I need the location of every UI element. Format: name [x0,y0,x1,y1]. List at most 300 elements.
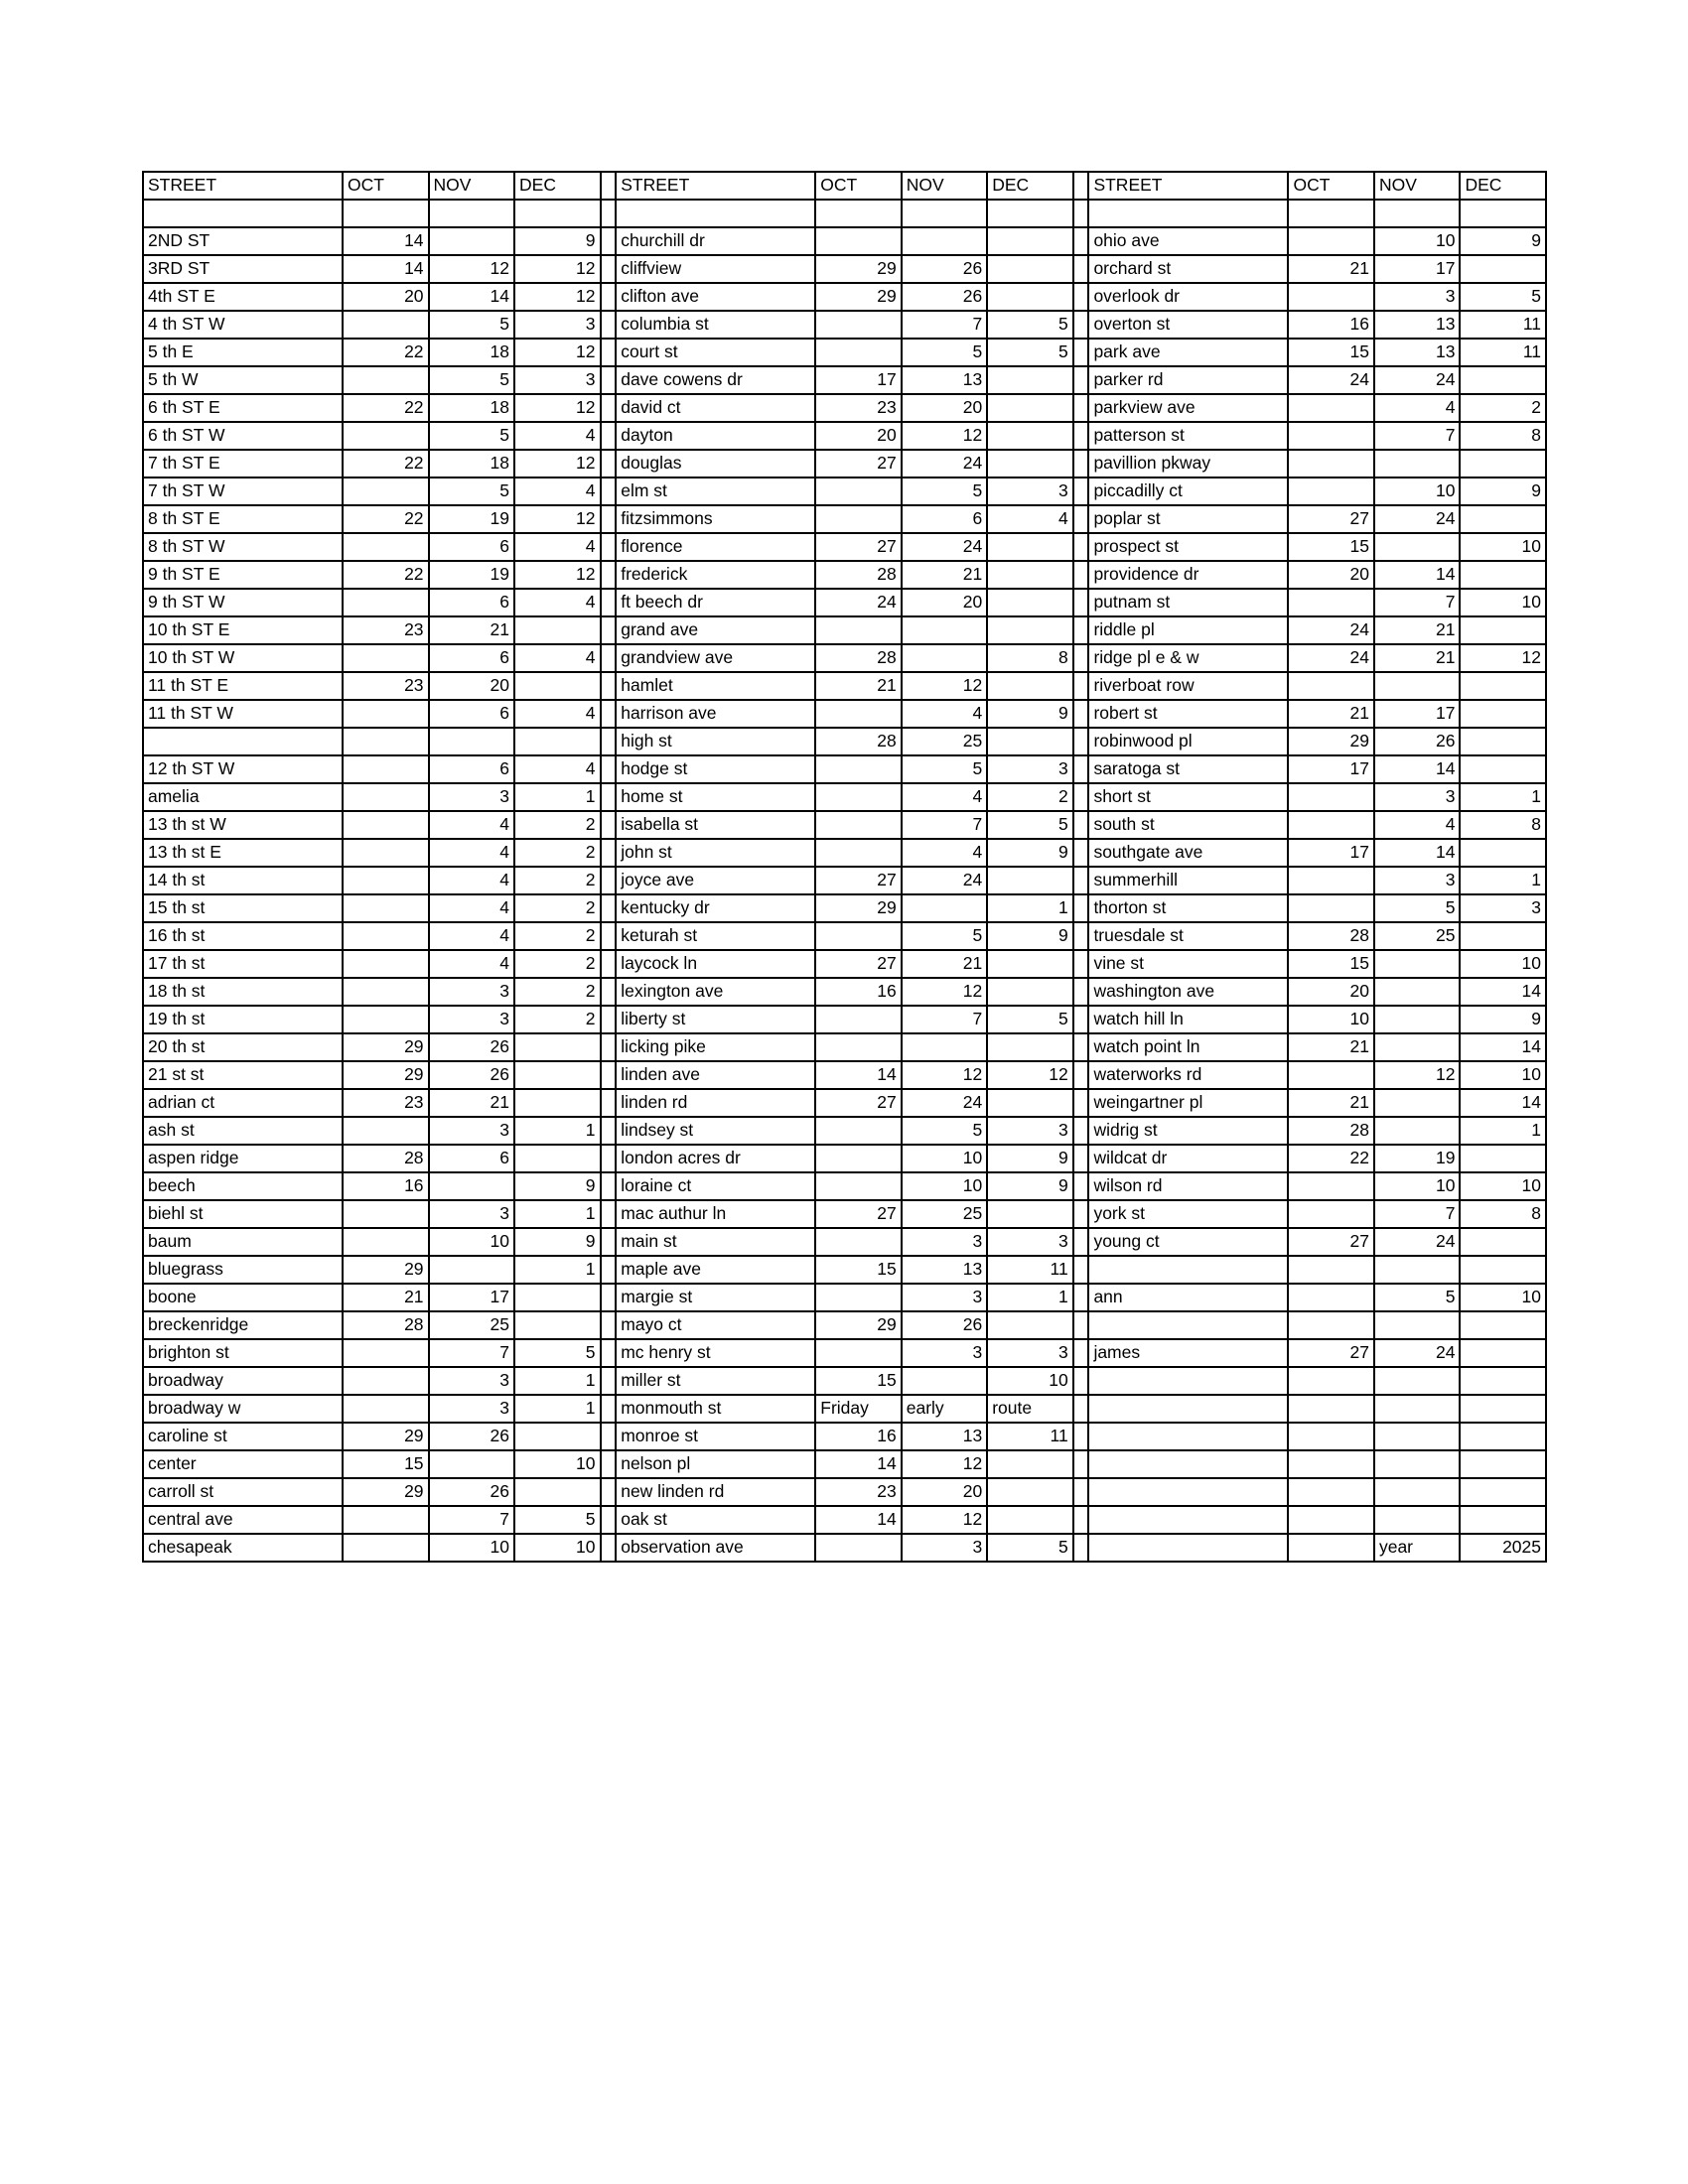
cell-block2-nov: 20 [902,394,987,422]
cell-block1-dec [514,672,600,700]
cell-block1-oct [343,1228,428,1256]
table-row [143,839,1546,867]
cell-block3-oct: 22 [1288,1145,1373,1172]
cell-block1-dec: 5 [514,1339,600,1367]
cell-block1-dec [514,1145,600,1172]
cell-block1-nov [429,1172,514,1200]
cell-block3-dec [1460,755,1546,783]
cell-block1-dec: 10 [514,1534,600,1562]
block-separator-cell [601,505,617,533]
cell-block3-nov: 14 [1374,755,1460,783]
cell-block1-dec: 9 [514,1228,600,1256]
cell-block1-oct [343,894,428,922]
block-separator-cell [1073,450,1089,478]
cell-block3-oct [1288,450,1373,478]
cell-block2-nov: 21 [902,561,987,589]
block-separator-cell [601,1061,617,1089]
cell-block3-dec [1460,700,1546,728]
cell-block1-oct [343,1534,428,1562]
cell-block2-nov: 3 [902,1228,987,1256]
cell-block3-dec: 1 [1460,867,1546,894]
cell-block2-dec [987,1311,1072,1339]
cell-block3-nov: 3 [1374,867,1460,894]
block-separator-cell [1073,700,1089,728]
cell-block1-oct [343,867,428,894]
cell-block2-street: keturah st [616,922,815,950]
cell-block2-nov: 4 [902,783,987,811]
cell-block2-street: margie st [616,1284,815,1311]
cell-block3-oct [1288,783,1373,811]
cell-block1-nov: 6 [429,533,514,561]
cell-block1-dec: 2 [514,894,600,922]
cell-block2-nov: 12 [902,978,987,1006]
cell-block2-nov: 10 [902,1172,987,1200]
cell-block1-oct [343,311,428,339]
cell-block1-oct: 14 [343,227,428,255]
cell-block2-nov: 24 [902,1089,987,1117]
block-separator-cell [1073,1200,1089,1228]
cell-block3-oct: 21 [1288,1089,1373,1117]
cell-block1-nov: 25 [429,1311,514,1339]
table-row [143,1450,1546,1478]
cell-block1-nov: 5 [429,422,514,450]
cell-block3-oct [1288,867,1373,894]
cell-block1-oct [343,1117,428,1145]
block-separator-cell [601,922,617,950]
cell-block2-dec [987,950,1072,978]
cell-block1-nov: 3 [429,783,514,811]
block-separator-cell [601,839,617,867]
cell-block1-oct [343,533,428,561]
cell-block1-dec: 1 [514,783,600,811]
block-separator-cell [601,366,617,394]
cell-block1-dec [514,1033,600,1061]
cell-block1-nov: 4 [429,922,514,950]
cell-block2-nov: 13 [902,366,987,394]
block-separator-cell [601,867,617,894]
block-separator-cell [1073,1339,1089,1367]
cell-block3-nov: 3 [1374,783,1460,811]
cell-block2-oct [815,700,901,728]
block-separator-cell [1073,1311,1089,1339]
cell-block1-oct [343,1395,428,1423]
cell-block2-nov: 12 [902,672,987,700]
cell-block1-street: breckenridge [143,1311,343,1339]
block-separator-cell [601,589,617,616]
cell-block3-street: parkview ave [1088,394,1288,422]
block-separator-cell [601,811,617,839]
cell-block1-nov: 26 [429,1423,514,1450]
cell-block1-oct: 29 [343,1061,428,1089]
cell-block1-street: broadway [143,1367,343,1395]
cell-block1-street: 6 th ST W [143,422,343,450]
cell-block1-nov: 3 [429,1006,514,1033]
cell-block2-nov: 7 [902,811,987,839]
header-dec-block-1: DEC [514,172,600,200]
table-row [143,950,1546,978]
cell-block1-dec: 12 [514,255,600,283]
cell-block2-oct [815,839,901,867]
cell-block1-street: 16 th st [143,922,343,950]
cell-block2-oct: 28 [815,561,901,589]
header-street-block-2: STREET [616,172,815,200]
cell-block3-oct [1288,478,1373,505]
cell-block3-dec: 8 [1460,811,1546,839]
cell-block2-street: observation ave [616,1534,815,1562]
cell-block1-nov: 5 [429,366,514,394]
cell-block2-nov: 13 [902,1423,987,1450]
table-row [143,728,1546,755]
cell-block3-nov: 13 [1374,311,1460,339]
block-separator-cell [601,616,617,644]
cell-block2-oct: 17 [815,366,901,394]
cell-block2-nov: 5 [902,478,987,505]
cell-block2-dec [987,450,1072,478]
cell-block1-street [143,200,343,227]
cell-block2-dec [987,283,1072,311]
cell-block3-dec: 5 [1460,283,1546,311]
cell-block2-nov: 4 [902,700,987,728]
cell-block3-nov: 10 [1374,1172,1460,1200]
cell-block1-oct [343,200,428,227]
cell-block2-street: frederick [616,561,815,589]
cell-block3-nov [1374,1117,1460,1145]
cell-block2-oct [815,1145,901,1172]
cell-block1-dec: 12 [514,339,600,366]
table-row [143,394,1546,422]
table-row [143,1006,1546,1033]
cell-block3-nov [1374,1450,1460,1478]
cell-block2-dec [987,1506,1072,1534]
block-separator-cell [1073,1256,1089,1284]
cell-block1-oct: 16 [343,1172,428,1200]
cell-block2-dec: 5 [987,339,1072,366]
cell-block2-street: clifton ave [616,283,815,311]
cell-block2-nov: 5 [902,755,987,783]
cell-block1-oct [343,783,428,811]
cell-block1-street: broadway w [143,1395,343,1423]
cell-block3-nov: 25 [1374,922,1460,950]
block-separator-cell [1073,1228,1089,1256]
cell-block3-nov: year [1374,1534,1460,1562]
cell-block2-nov: early [902,1395,987,1423]
cell-block2-oct [815,1534,901,1562]
cell-block1-dec: 2 [514,867,600,894]
cell-block2-street: mc henry st [616,1339,815,1367]
table-row [143,366,1546,394]
cell-block2-oct: 28 [815,644,901,672]
block-separator-cell [1073,1006,1089,1033]
cell-block2-nov: 20 [902,1478,987,1506]
block-separator-cell [601,700,617,728]
cell-block1-dec: 2 [514,922,600,950]
cell-block2-dec: 9 [987,1172,1072,1200]
cell-block1-dec: 4 [514,478,600,505]
table-row [143,589,1546,616]
cell-block3-street: providence dr [1088,561,1288,589]
cell-block2-street: dave cowens dr [616,366,815,394]
block-separator-cell [1073,1478,1089,1506]
cell-block1-dec [514,728,600,755]
cell-block2-oct: Friday [815,1395,901,1423]
cell-block2-dec [987,561,1072,589]
cell-block1-oct [343,644,428,672]
header-dec-block-3: DEC [1460,172,1546,200]
cell-block2-nov: 26 [902,255,987,283]
cell-block3-oct [1288,283,1373,311]
block-separator-cell [601,478,617,505]
cell-block3-oct [1288,1395,1373,1423]
cell-block3-oct [1288,1061,1373,1089]
cell-block3-nov: 24 [1374,1339,1460,1367]
cell-block3-nov: 4 [1374,811,1460,839]
cell-block3-oct: 28 [1288,1117,1373,1145]
table-row [143,1117,1546,1145]
cell-block2-dec: 9 [987,922,1072,950]
cell-block3-nov [1374,1006,1460,1033]
cell-block2-nov: 24 [902,533,987,561]
cell-block3-nov [1374,1478,1460,1506]
cell-block1-dec: 4 [514,700,600,728]
cell-block2-nov: 3 [902,1339,987,1367]
table-row [143,311,1546,339]
cell-block1-dec: 12 [514,505,600,533]
cell-block3-street: riverboat row [1088,672,1288,700]
cell-block1-nov: 6 [429,589,514,616]
cell-block2-nov: 7 [902,311,987,339]
cell-block3-dec: 9 [1460,227,1546,255]
cell-block1-nov: 5 [429,478,514,505]
block-separator-cell [601,1172,617,1200]
cell-block1-oct: 22 [343,450,428,478]
block-separator-cell [1073,1423,1089,1450]
cell-block1-street: 21 st st [143,1061,343,1089]
cell-block1-street: 5 th E [143,339,343,366]
cell-block2-street: columbia st [616,311,815,339]
cell-block3-street [1088,1311,1288,1339]
cell-block3-street: riddle pl [1088,616,1288,644]
cell-block3-street: summerhill [1088,867,1288,894]
cell-block1-oct [343,1506,428,1534]
cell-block2-nov: 25 [902,728,987,755]
table-row [143,561,1546,589]
table-row [143,478,1546,505]
cell-block1-street: 8 th ST W [143,533,343,561]
cell-block1-street: 8 th ST E [143,505,343,533]
block-separator-cell [1073,339,1089,366]
cell-block1-oct: 14 [343,255,428,283]
cell-block1-street: 20 th st [143,1033,343,1061]
block-separator-cell [601,1284,617,1311]
cell-block2-dec [987,394,1072,422]
block-separator-cell [601,1089,617,1117]
block-separator-cell [1073,839,1089,867]
cell-block2-street: linden ave [616,1061,815,1089]
cell-block2-street: liberty st [616,1006,815,1033]
cell-block3-dec: 14 [1460,978,1546,1006]
cell-block3-dec [1460,200,1546,227]
cell-block1-nov: 10 [429,1228,514,1256]
cell-block3-dec [1460,1423,1546,1450]
cell-block2-street: churchill dr [616,227,815,255]
cell-block3-dec: 9 [1460,1006,1546,1033]
table-row [143,644,1546,672]
cell-block3-street [1088,1395,1288,1423]
cell-block2-dec [987,200,1072,227]
cell-block3-street [1088,1367,1288,1395]
cell-block1-dec: 2 [514,1006,600,1033]
table-row [143,616,1546,644]
table-row [143,1395,1546,1423]
cell-block2-street: joyce ave [616,867,815,894]
table-row [143,255,1546,283]
cell-block1-street: 6 th ST E [143,394,343,422]
cell-block2-oct: 29 [815,283,901,311]
cell-block1-street: central ave [143,1506,343,1534]
cell-block1-street: chesapeak [143,1534,343,1562]
cell-block2-street: grand ave [616,616,815,644]
cell-block2-street: loraine ct [616,1172,815,1200]
cell-block3-dec [1460,561,1546,589]
block-separator-cell [1073,672,1089,700]
block-separator-cell [601,1450,617,1478]
block-separator-cell [601,339,617,366]
cell-block2-street: fitzsimmons [616,505,815,533]
cell-block3-nov: 21 [1374,644,1460,672]
cell-block3-dec: 12 [1460,644,1546,672]
cell-block1-street: 13 th st W [143,811,343,839]
cell-block2-oct: 29 [815,255,901,283]
cell-block3-street: robert st [1088,700,1288,728]
cell-block2-street: monmouth st [616,1395,815,1423]
cell-block2-oct: 16 [815,1423,901,1450]
block-separator-cell [1073,644,1089,672]
table-row [143,283,1546,311]
cell-block1-dec: 3 [514,311,600,339]
cell-block3-oct: 27 [1288,505,1373,533]
cell-block1-nov: 14 [429,283,514,311]
cell-block1-dec: 4 [514,533,600,561]
table-row [143,783,1546,811]
cell-block1-street: 11 th ST W [143,700,343,728]
cell-block3-dec: 1 [1460,1117,1546,1145]
cell-block3-nov: 5 [1374,1284,1460,1311]
cell-block1-oct: 28 [343,1145,428,1172]
cell-block3-oct: 24 [1288,644,1373,672]
cell-block3-dec: 11 [1460,311,1546,339]
cell-block3-street: south st [1088,811,1288,839]
cell-block3-street [1088,200,1288,227]
cell-block1-dec: 1 [514,1395,600,1423]
cell-block3-dec [1460,922,1546,950]
cell-block3-street: washington ave [1088,978,1288,1006]
cell-block1-oct: 15 [343,1450,428,1478]
cell-block1-nov: 7 [429,1506,514,1534]
cell-block2-oct: 21 [815,672,901,700]
block-separator-cell [601,978,617,1006]
cell-block3-street: short st [1088,783,1288,811]
cell-block3-street: weingartner pl [1088,1089,1288,1117]
cell-block1-street: 11 th ST E [143,672,343,700]
cell-block1-nov [429,728,514,755]
block-separator-cell [601,561,617,589]
cell-block3-oct: 24 [1288,616,1373,644]
header-oct-block-1: OCT [343,172,428,200]
cell-block3-nov: 24 [1374,505,1460,533]
cell-block1-oct: 20 [343,283,428,311]
cell-block2-street: laycock ln [616,950,815,978]
cell-block3-street [1088,1506,1288,1534]
cell-block2-dec [987,422,1072,450]
cell-block1-nov: 17 [429,1284,514,1311]
cell-block2-dec: 2 [987,783,1072,811]
cell-block1-street: bluegrass [143,1256,343,1284]
cell-block1-dec [514,616,600,644]
cell-block3-oct [1288,1256,1373,1284]
cell-block1-nov: 4 [429,811,514,839]
block-separator-cell [1073,1089,1089,1117]
cell-block3-oct [1288,672,1373,700]
cell-block2-nov: 26 [902,283,987,311]
cell-block2-oct: 29 [815,1311,901,1339]
block-separator-cell [601,1339,617,1367]
cell-block1-nov: 18 [429,450,514,478]
block-separator-cell [1073,978,1089,1006]
cell-block2-street: nelson pl [616,1450,815,1478]
cell-block2-oct [815,1339,901,1367]
cell-block2-oct [815,783,901,811]
table-row [143,1228,1546,1256]
cell-block1-street: aspen ridge [143,1145,343,1172]
block-separator-cell [1073,1061,1089,1089]
cell-block3-oct [1288,1284,1373,1311]
cell-block3-oct [1288,1367,1373,1395]
cell-block3-nov: 5 [1374,894,1460,922]
cell-block2-oct: 27 [815,1089,901,1117]
table-row [143,1256,1546,1284]
table-row [143,1367,1546,1395]
cell-block1-nov: 6 [429,755,514,783]
cell-block2-dec: 1 [987,1284,1072,1311]
cell-block1-nov: 4 [429,950,514,978]
cell-block2-oct: 15 [815,1367,901,1395]
cell-block2-nov: 4 [902,839,987,867]
cell-block3-dec: 10 [1460,1061,1546,1089]
header-oct-block-2: OCT [815,172,901,200]
block-separator-cell [1073,505,1089,533]
block-separator-cell [601,894,617,922]
block-separator-cell [1073,616,1089,644]
cell-block1-street: 10 th ST E [143,616,343,644]
cell-block3-street: poplar st [1088,505,1288,533]
cell-block3-dec [1460,672,1546,700]
cell-block3-dec [1460,616,1546,644]
cell-block1-street [143,728,343,755]
block-separator-cell [1073,589,1089,616]
cell-block3-street: young ct [1088,1228,1288,1256]
block-separator-cell [1073,1033,1089,1061]
cell-block3-street [1088,1450,1288,1478]
cell-block2-nov: 5 [902,922,987,950]
cell-block3-nov [1374,1089,1460,1117]
cell-block1-street: baum [143,1228,343,1256]
cell-block3-oct [1288,1506,1373,1534]
cell-block2-dec [987,589,1072,616]
cell-block2-nov: 12 [902,422,987,450]
cell-block2-nov: 10 [902,1145,987,1172]
cell-block2-oct [815,1284,901,1311]
cell-block2-dec: 3 [987,755,1072,783]
